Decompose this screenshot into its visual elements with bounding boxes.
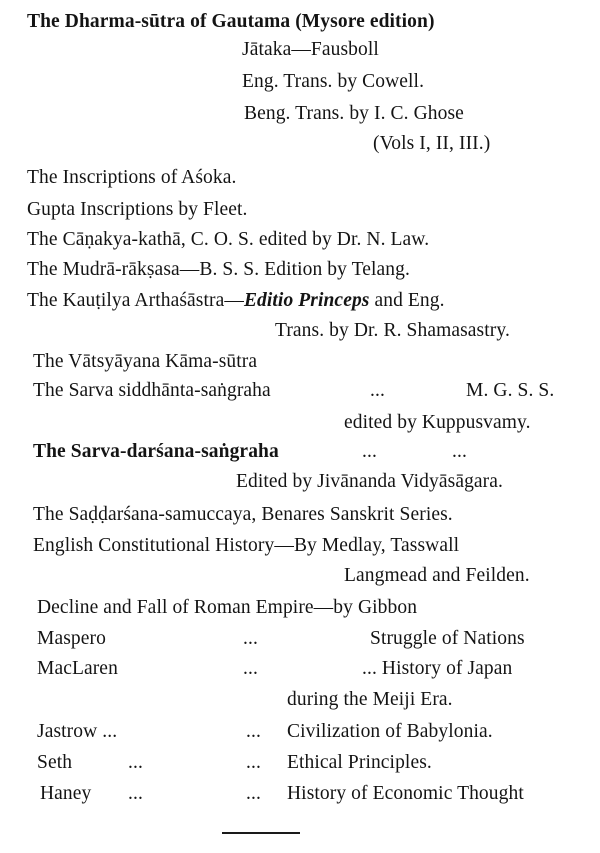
entry-vatsyayana-kama-sutra: The Vātsyāyana Kāma-sūtra [33, 351, 258, 372]
entry-haney-title: History of Economic Thought [287, 783, 524, 804]
closing-rule [222, 832, 300, 834]
kautilya-eng: and Eng. [369, 290, 445, 311]
entry-seth-dots-1: ... [128, 752, 143, 773]
entry-maspero-title: Struggle of Nations [370, 628, 525, 649]
entry-jastrow-title: Civilization of Babylonia. [287, 721, 493, 742]
kautilya-title: The Kauṭilya Arthaśāstra— [27, 290, 244, 311]
entry-sarva-darsana-dots-1: ... [362, 441, 377, 462]
entry-sarva-siddhanta-editor: edited by Kuppusvamy. [344, 412, 531, 433]
entry-mudra-raksasa: The Mudrā-rākṣasa—B. S. S. Edition by Telang. [27, 259, 410, 280]
entry-maclaren-author: MacLaren [37, 658, 118, 679]
entry-kautilya-arthasastra [27, 289, 445, 313]
entry-maclaren-dots: ... [243, 658, 258, 679]
entry-haney-dots-2: ... [246, 783, 261, 804]
entry-sarva-siddhanta-dots: ... [370, 380, 385, 401]
entry-asoka-inscriptions: The Inscriptions of Aśoka. [27, 167, 237, 188]
entry-seth-title: Ethical Principles. [287, 752, 432, 773]
entry-constitutional-authors: Langmead and Feilden. [344, 565, 530, 586]
entry-jataka-volumes: (Vols I, II, III.) [373, 133, 491, 154]
entry-english-constitutional-history: English Constitutional History—By Medlay, Tasswall [33, 535, 460, 556]
kautilya-editio-princeps: Editio Princeps [243, 290, 370, 311]
entry-maclaren-title: ... History of Japan [362, 658, 513, 679]
entry-decline-and-fall: Decline and Fall of Roman Empire—by Gibbon [37, 597, 418, 618]
entry-sarva-siddhanta-series: M. G. S. S. [466, 380, 555, 401]
entry-jastrow-author: Jastrow ... [37, 721, 118, 742]
entry-jataka-eng-trans: Eng. Trans. by Cowell. [242, 71, 425, 92]
entry-canakya-katha: The Cāṇakya-kathā, C. O. S. edited by Dr. N. Law. [27, 229, 430, 250]
entry-sarva-darsana-dots-2: ... [452, 441, 467, 462]
entry-gupta-inscriptions: Gupta Inscriptions by Fleet. [27, 199, 248, 220]
entry-haney-author: Haney [40, 783, 92, 804]
entry-kautilya-trans: Trans. by Dr. R. Shamasastry. [275, 320, 510, 341]
entry-maspero-author: Maspero [37, 628, 106, 649]
entry-sarva-siddhanta-title: The Sarva siddhānta-saṅgraha [33, 380, 271, 401]
entry-saddarsana-samuccaya: The Saḍḍarśana-samuccaya, Benares Sanskrit Series. [33, 504, 453, 525]
entry-jataka-beng-trans: Beng. Trans. by I. C. Ghose [244, 103, 464, 124]
entry-sarva-darsana-editor: Edited by Jivānanda Vidyāsāgara. [236, 471, 504, 492]
entry-jataka-fausboll: Jātaka—Fausboll [242, 39, 379, 60]
entry-gautama-dharma-sutra: The Dharma-sūtra of Gautama (Mysore edition) [27, 11, 435, 32]
entry-sarva-darsana-title: The Sarva-darśana-saṅgraha [33, 441, 279, 462]
entry-seth-author: Seth [37, 752, 73, 773]
entry-jastrow-dots: ... [246, 721, 261, 742]
entry-seth-dots-2: ... [246, 752, 261, 773]
entry-maclaren-subtitle: during the Meiji Era. [287, 689, 453, 710]
entry-maspero-dots: ... [243, 628, 258, 649]
entry-haney-dots-1: ... [128, 783, 143, 804]
